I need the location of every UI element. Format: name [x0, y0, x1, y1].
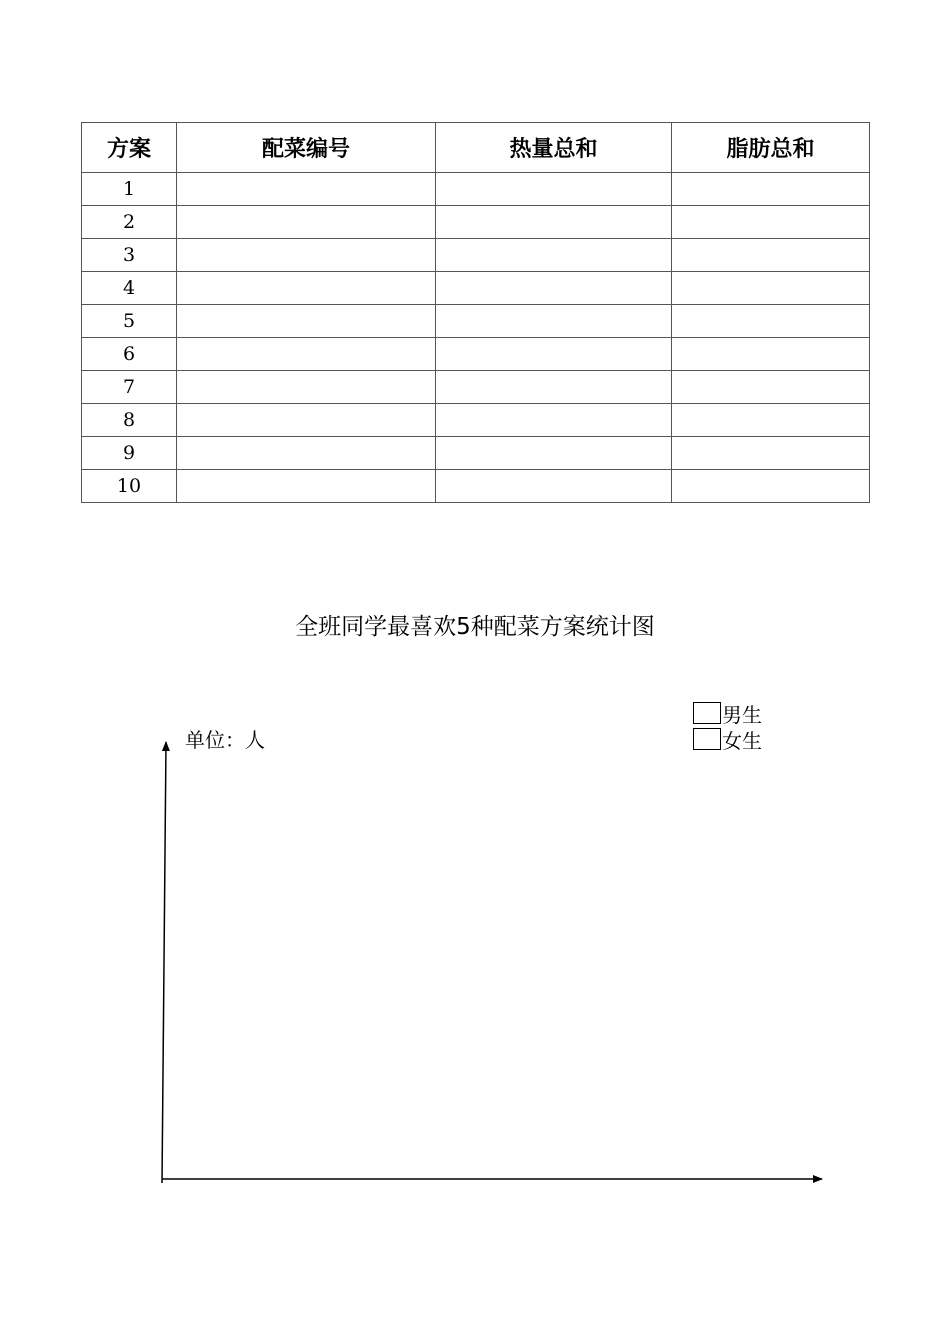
plan-number-cell: 10 — [82, 470, 177, 503]
legend-label-girls: 女生 — [722, 728, 762, 753]
header-fat-total: 脂肪总和 — [672, 123, 870, 173]
y-axis — [162, 742, 166, 1183]
plan-number-cell: 6 — [82, 338, 177, 371]
plan-number-cell: 3 — [82, 239, 177, 272]
legend-label-boys: 男生 — [722, 702, 762, 727]
chart-title: 全班同学最喜欢5种配菜方案统计图 — [295, 614, 655, 640]
plan-number-cell: 1 — [82, 173, 177, 206]
header-dish-number: 配菜编号 — [177, 123, 436, 173]
header-plan: 方案 — [82, 123, 177, 173]
plan-number-cell: 7 — [82, 371, 177, 404]
plan-number-cell: 5 — [82, 305, 177, 338]
plan-number-cell: 2 — [82, 206, 177, 239]
plan-number-cell: 9 — [82, 437, 177, 470]
y-axis-unit-label: 单位：人 — [185, 728, 265, 752]
plan-number-cell: 4 — [82, 272, 177, 305]
header-calorie-total: 热量总和 — [436, 123, 672, 173]
plan-number-cell: 8 — [82, 404, 177, 437]
